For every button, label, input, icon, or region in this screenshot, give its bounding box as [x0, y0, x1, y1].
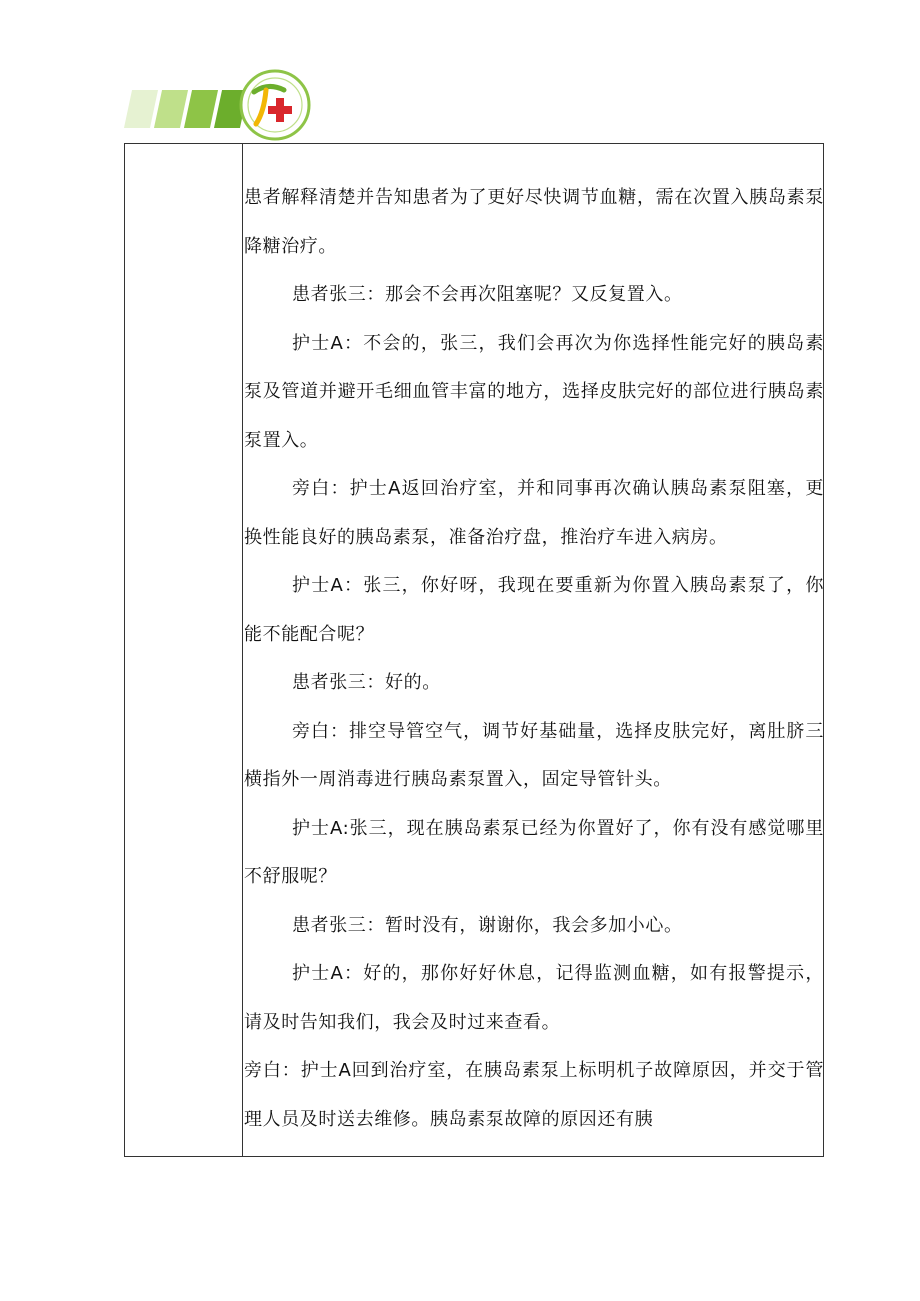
content-table	[124, 143, 824, 1157]
header-stripe	[184, 90, 218, 128]
page-header	[120, 68, 320, 140]
paragraph-10: 旁白：护士A回到治疗室，在胰岛素泵上标明机子故障原因，并交于管理人员及时送去维修。胰岛素泵故障的原因还有胰	[244, 1060, 824, 1130]
table-divider	[242, 144, 243, 1156]
hospital-logo-icon	[238, 68, 312, 142]
paragraph-2: 护士A：不会的，张三，我们会再次为你选择性能完好的胰岛素泵及管道并避开毛细血管丰富的地方，选择皮肤完好的部位进行胰岛素泵置入。	[244, 332, 824, 451]
header-stripes	[120, 90, 235, 128]
paragraph-5: 患者张三：好的。	[292, 672, 441, 693]
paragraph-4: 护士A：张三，你好呀，我现在要重新为你置入胰岛素泵了，你能不能配合呢？	[244, 575, 824, 645]
paragraph-1: 患者张三：那会不会再次阻塞呢？又反复置入。	[292, 284, 683, 305]
paragraph-0: 患者解释清楚并告知患者为了更好尽快调节血糖，需在次置入胰岛素泵降糖治疗。	[244, 187, 824, 257]
table-left-cell	[125, 144, 242, 1156]
paragraph-6: 旁白：排空导管空气，调节好基础量，选择皮肤完好，离肚脐三横指外一周消毒进行胰岛素泵置入，固定导管针头。	[244, 720, 824, 790]
paragraph-9: 护士A：好的，那你好好休息，记得监测血糖，如有报警提示，请及时告知我们，我会及时过来查看。	[244, 963, 824, 1033]
paragraph-8: 患者张三：暂时没有，谢谢你，我会多加小心。	[292, 914, 683, 936]
table-right-cell	[244, 174, 824, 1144]
header-stripe	[124, 90, 158, 128]
paragraph-3: 旁白：护士A返回治疗室，并和同事再次确认胰岛素泵阻塞，更换性能良好的胰岛素泵，准备治疗盘，推治疗车进入病房。	[244, 478, 824, 548]
paragraph-7: 护士A:张三，现在胰岛素泵已经为你置好了，你有没有感觉哪里不舒服呢？	[244, 817, 824, 887]
header-stripe	[154, 90, 188, 128]
